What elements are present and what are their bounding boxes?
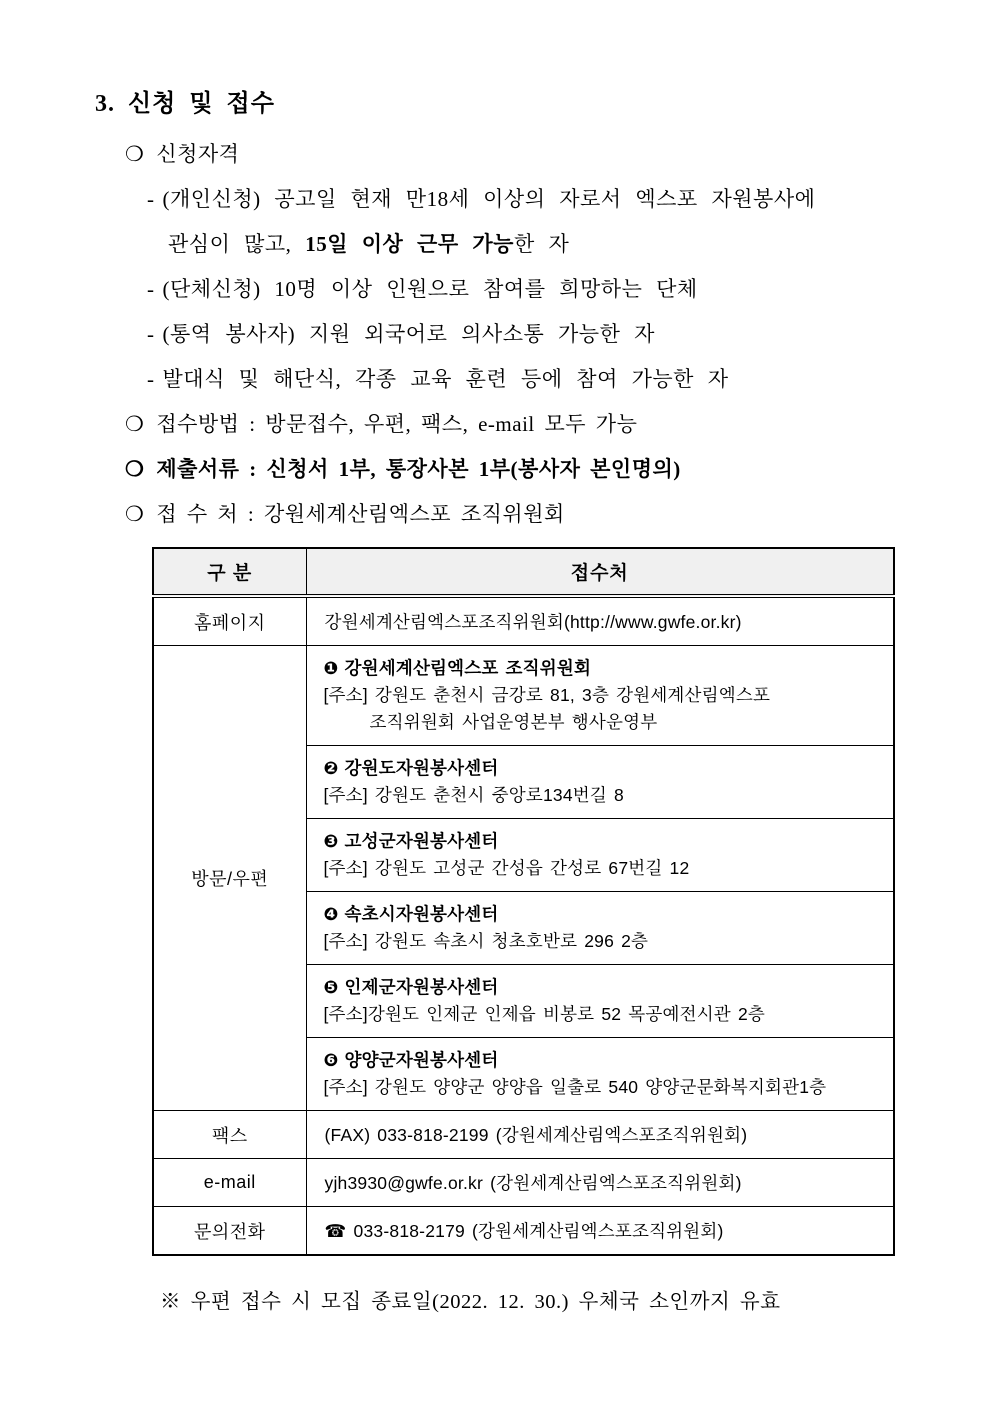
list-item-reception-office xyxy=(95,492,897,537)
list-item-individual-line1 xyxy=(95,177,897,222)
center-3-address: [주소] 강원도 고성군 간성읍 간성로 67번길 12 xyxy=(323,858,690,878)
section-title: 3. 신청 및 접수 xyxy=(95,91,275,117)
center-2-address: [주소] 강원도 춘천시 중앙로134번길 8 xyxy=(323,785,624,805)
individual-line2-emphasis: 15일 이상 근무 가능 xyxy=(305,232,514,256)
visit-mail-label: 방문/우편 xyxy=(153,646,306,1111)
center-6-name: ❻ 양양군자원봉사센터 xyxy=(323,1050,499,1070)
individual-line1-text: (개인신청) 공고일 현재 만18세 이상의 자로서 엑스포 자원봉사에 xyxy=(162,187,816,211)
list-item-group xyxy=(95,267,897,312)
header-category: 구 분 xyxy=(153,548,306,596)
center-4-name: ❹ 속초시자원봉사센터 xyxy=(323,904,499,924)
dash-marker: - xyxy=(147,277,155,301)
circled-4-icon: ❹ xyxy=(323,904,339,924)
table-row-center-1 xyxy=(153,646,894,746)
ceremony-text: 발대식 및 해단식, 각종 교육 훈련 등에 참여 가능한 자 xyxy=(162,367,729,391)
reception-table xyxy=(152,547,895,1256)
postal-deadline-footnote: ※ 우편 접수 시 모집 종료일(2022. 12. 30.) 우체국 소인까지 유효 xyxy=(160,1291,781,1313)
center-1-name: ❶ 강원세계산림엑스포 조직위원회 xyxy=(323,658,592,678)
list-item-documents xyxy=(95,447,897,492)
circled-3-icon: ❸ xyxy=(323,831,339,851)
table-row-homepage xyxy=(153,596,894,646)
dash-marker: - xyxy=(147,322,155,346)
method-text: 접수방법 : 방문접수, 우편, 팩스, e-mail 모두 가능 xyxy=(156,412,638,436)
reception-office-text: 접 수 처 : 강원세계산림엑스포 조직위원회 xyxy=(156,502,565,526)
circled-1-icon: ❶ xyxy=(323,658,339,678)
homepage-value: 강원세계산림엑스포조직위원회(http://www.gwfe.or.kr) xyxy=(306,596,894,646)
group-text: (단체신청) 10명 이상 인원으로 참여를 희망하는 단체 xyxy=(162,277,698,301)
documents-text: 제출서류 : 신청서 1부, 통장사본 1부(봉사자 본인명의) xyxy=(156,457,681,481)
circle-bullet-marker: ❍ xyxy=(125,457,145,481)
circled-6-icon: ❻ xyxy=(323,1050,339,1070)
table-row-phone xyxy=(153,1207,894,1256)
qualification-heading: 신청자격 xyxy=(156,142,240,166)
homepage-label: 홈페이지 xyxy=(153,596,306,646)
center-1-address: [주소] 강원도 춘천시 금강로 81, 3층 강원세계산림엑스포 xyxy=(323,685,771,705)
fax-label: 팩스 xyxy=(153,1111,306,1159)
center-4-address: [주소] 강원도 속초시 청초호반로 296 2층 xyxy=(323,931,649,951)
center-1-cell xyxy=(306,646,894,746)
email-label: e-mail xyxy=(153,1159,306,1207)
list-item-ceremony xyxy=(95,357,897,402)
list-item-individual-line2 xyxy=(95,222,897,267)
center-2-cell xyxy=(306,746,894,819)
header-office: 접수처 xyxy=(306,548,894,596)
table-header-row xyxy=(153,548,894,596)
center-6-cell xyxy=(306,1038,894,1111)
table-row-email xyxy=(153,1159,894,1207)
email-value: yjh3930@gwfe.or.kr (강원세계산림엑스포조직위원회) xyxy=(306,1159,894,1207)
fax-value: (FAX) 033-818-2199 (강원세계산림엑스포조직위원회) xyxy=(306,1111,894,1159)
center-5-address: [주소]강원도 인제군 인제읍 비봉로 52 목공예전시관 2층 xyxy=(323,1004,765,1024)
list-item-method xyxy=(95,402,897,447)
list-item-qualification xyxy=(95,132,897,177)
center-4-cell xyxy=(306,892,894,965)
circle-bullet-marker: ❍ xyxy=(125,412,145,436)
dash-marker: - xyxy=(147,367,155,391)
phone-value: ☎ 033-818-2179 (강원세계산림엑스포조직위원회) xyxy=(306,1207,894,1256)
center-5-cell xyxy=(306,965,894,1038)
circle-bullet-marker: ❍ xyxy=(125,502,145,526)
circle-bullet-marker: ❍ xyxy=(125,142,145,166)
center-3-cell xyxy=(306,819,894,892)
dash-marker: - xyxy=(147,187,155,211)
center-2-name: ❷ 강원도자원봉사센터 xyxy=(323,758,499,778)
individual-line2-post: 한 자 xyxy=(513,232,570,256)
individual-line2-pre: 관심이 많고, xyxy=(168,232,306,256)
center-1-address-line2: 조직위원회 사업운영본부 행사운영부 xyxy=(369,712,658,732)
interpreter-text: (통역 봉사자) 지원 외국어로 의사소통 가능한 자 xyxy=(162,322,655,346)
center-6-address: [주소] 강원도 양양군 양양읍 일출로 540 양양군문화복지회관1층 xyxy=(323,1077,827,1097)
table-row-fax xyxy=(153,1111,894,1159)
phone-label: 문의전화 xyxy=(153,1207,306,1256)
center-5-name: ❺ 인제군자원봉사센터 xyxy=(323,977,499,997)
circled-2-icon: ❷ xyxy=(323,758,339,778)
circled-5-icon: ❺ xyxy=(323,977,339,997)
list-item-interpreter xyxy=(95,312,897,357)
center-3-name: ❸ 고성군자원봉사센터 xyxy=(323,831,499,851)
